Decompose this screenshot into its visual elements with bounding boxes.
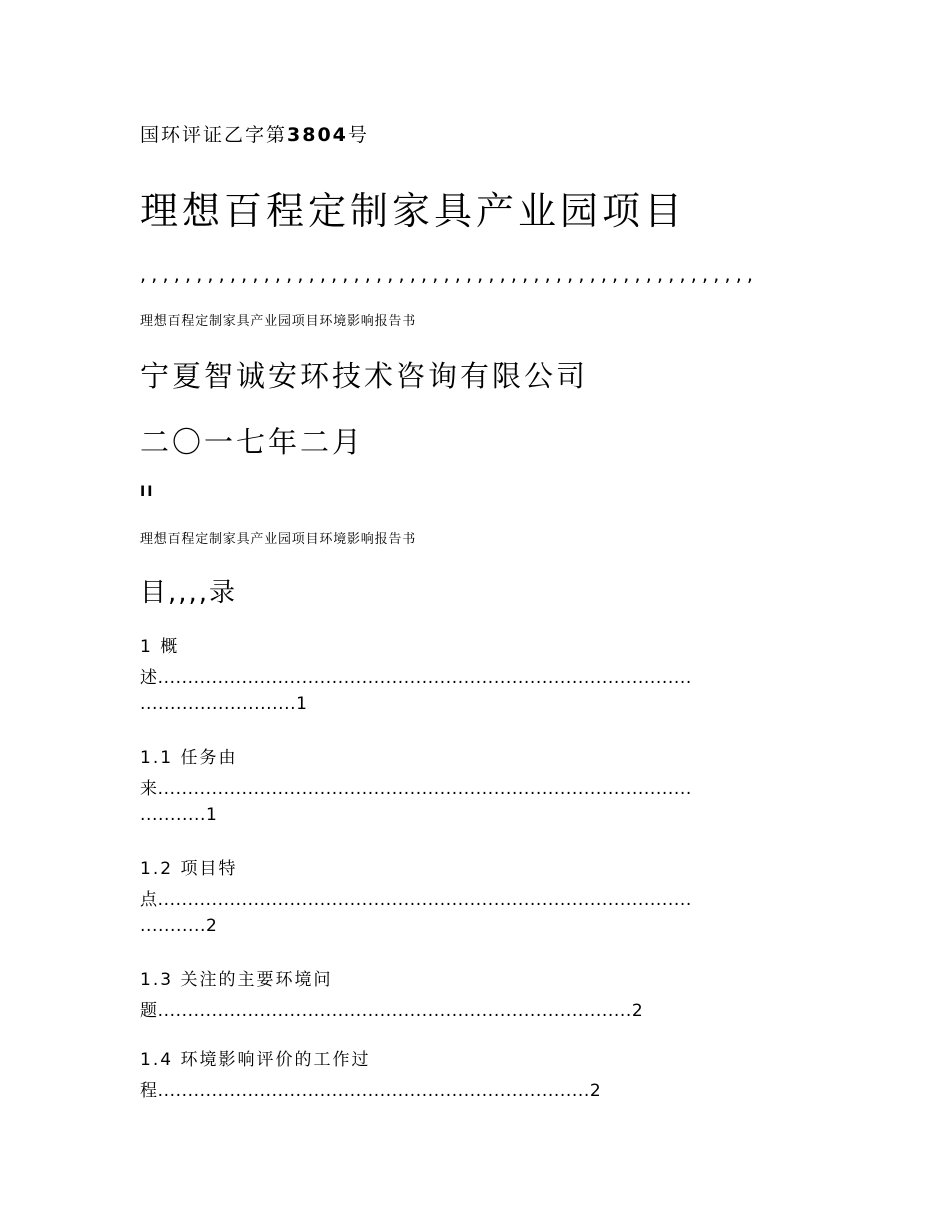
toc-entry-1-2-page[interactable]: ...........2 bbox=[140, 916, 218, 936]
toc-entry-1-page[interactable]: ..........................1 bbox=[140, 694, 308, 714]
toc-entry-1-2-title[interactable]: 1.2 项目特 bbox=[140, 859, 238, 879]
cert-prefix: 国环评证乙字第 bbox=[140, 124, 288, 146]
toc-heading: 目,,,,录 bbox=[140, 578, 238, 608]
certificate-number bbox=[140, 120, 369, 147]
report-subtitle: 理想百程定制家具产业园项目环境影响报告书 bbox=[140, 314, 417, 329]
toc-entry-1-3-title[interactable]: 1.3 关注的主要环境问 bbox=[140, 970, 333, 990]
page-header-subtitle: 理想百程定制家具产业园项目环境影响报告书 bbox=[140, 532, 417, 547]
toc-entry-1-title[interactable]: 1 概 bbox=[140, 637, 180, 657]
page-marker: II bbox=[140, 484, 155, 500]
toc-entry-1-3-leader[interactable]: 题...............................................................................2 bbox=[140, 1001, 644, 1021]
toc-entry-1-leader[interactable]: 述......................................................................................... bbox=[140, 668, 692, 688]
toc-entry-1-4-leader[interactable]: 程........................................................................2 bbox=[140, 1081, 602, 1101]
toc-entry-1-2-leader[interactable]: 点......................................................................................... bbox=[140, 890, 692, 910]
toc-entry-1-1-page[interactable]: ...........1 bbox=[140, 805, 218, 825]
cert-suffix: 号 bbox=[347, 124, 369, 146]
report-date: 二〇一七年二月 bbox=[140, 425, 365, 459]
cert-number: 3804 bbox=[287, 124, 348, 146]
toc-entry-1-1-leader[interactable]: 来......................................................................................... bbox=[140, 779, 692, 799]
toc-entry-1-1-title[interactable]: 1.1 任务由 bbox=[140, 748, 238, 768]
toc-entry-1-4-title[interactable]: 1.4 环境影响评价的工作过 bbox=[140, 1050, 371, 1070]
separator-line: ,,,,,,,,,,,,,,,,,,,,,,,,,,,,,,,,,,,,,,,,,,,,,,,,,,,,,,, bbox=[140, 264, 759, 286]
company-name: 宁夏智诚安环技术咨询有限公司 bbox=[140, 359, 589, 393]
document-title: 理想百程定制家具产业园项目 bbox=[140, 189, 687, 233]
